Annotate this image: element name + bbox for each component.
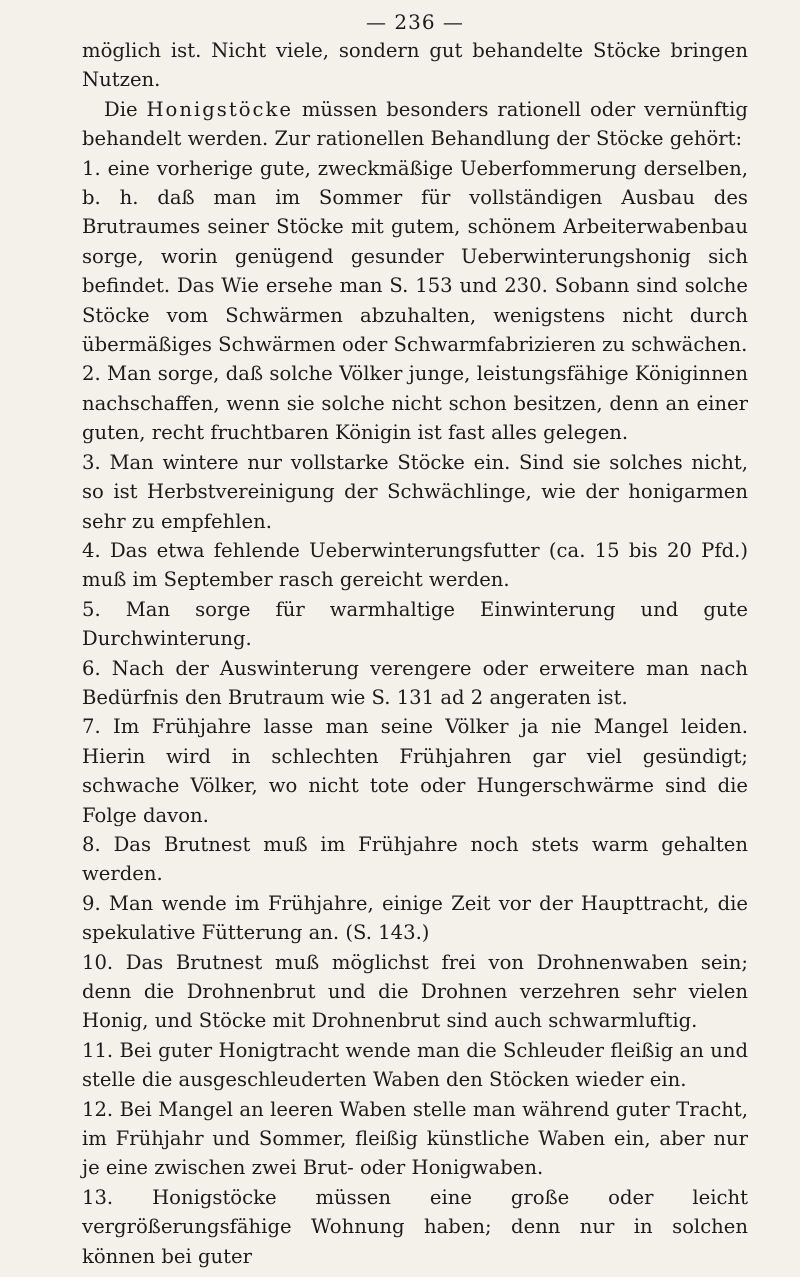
list-item-5: 5. Man sorge für warmhaltige Einwinterung und gute Durchwinterung. (82, 597, 748, 651)
intro-paragraph: möglich ist. Nicht viele, sondern gut behandelte Stöcke bringen Nutzen. (82, 39, 748, 92)
list-item-9: 9. Man wende im Frühjahre, einige Zeit vor der Haupttracht, die spekulative Fütterung an. (S. 143.) (82, 891, 748, 945)
para-rest: müssen besonders rationell oder vernünftig behandelt werden. Zur rationellen Behandlung der Stöcke gehört: (82, 97, 748, 151)
list-item-7: 7. Im Frühjahre lasse man seine Völker ja nie Mangel leiden. Hierin wird in schlechten Frühjahren gar viel gesündigt; schwache Völker, wo nicht tote oder Hungerschwärme sind die Folge davon. (82, 715, 748, 827)
list-item-11: 11. Bei guter Honigtracht wende man die Schleuder fleißig an und stelle die ausgeschleuderten Waben den Stöcken wieder ein. (82, 1038, 748, 1092)
list-item-3: 3. Man wintere nur vollstarke Stöcke ein. Sind sie solches nicht, so ist Herbstvereinigung der Schwächlinge, wie der honigarmen sehr zu empfehlen. (82, 450, 748, 533)
list-item-13: 13. Honigstöcke müssen eine große oder leicht vergrößerungsfähige Wohnung haben; denn nur in solchen können bei guter (82, 1185, 748, 1268)
page-number: — 236 — (366, 10, 464, 34)
para-lead: Die (104, 97, 147, 121)
list-item-10: 10. Das Brutnest muß möglichst frei von Drohnenwaben sein; denn die Drohnenbrut und die Drohnen verzehren sehr vielen Honig, und Stöcke mit Drohnenbrut sind auch schwarmluftig. (82, 950, 748, 1033)
list-item-4: 4. Das etwa fehlende Ueberwinterungsfutter (ca. 15 bis 20 Pfd.) muß im September rasch gereicht werden. (82, 538, 748, 592)
body-text (82, 36, 748, 1271)
honigstoecke-paragraph (82, 95, 748, 154)
list-item-12: 12. Bei Mangel an leeren Waben stelle man während guter Tracht, im Frühjahr und Sommer, fleißig künstliche Waben ein, aber nur je eine zwischen zwei Brut- oder Honigwaben. (82, 1097, 748, 1180)
list-item-6: 6. Nach der Auswinterung verengere oder erweitere man nach Bedürfnis den Brutraum wie S. 131 ad 2 angeraten ist. (82, 656, 748, 709)
page-header (82, 0, 748, 36)
para-term: Honigstöcke (146, 97, 293, 121)
list-item-2: 2. Man sorge, daß solche Völker junge, leistungsfähige Königinnen nachschaffen, wenn sie solche nicht schon besitzen, denn an einer guten, recht fruchtbaren Königin ist fast alles gelegen. (82, 362, 748, 445)
list-item-1: 1. eine vorherige gute, zweckmäßige Ueberfommerung derselben, b. h. daß man im Sommer für vollständigen Ausbau des Brutraumes seiner Stöcke mit gutem, schönem Arbeiterwabenbau sorge, worin genügend gesunder Ueberwinterungshonig sich befindet. Das Wie ersehe man S. 153 und 230. Sobann sind solche Stöcke vom Schwärmen abzuhalten, wenigstens nicht durch übermäßiges Schwärmen oder Schwarmfabrizieren zu schwächen. (82, 156, 748, 357)
list-item-8: 8. Das Brutnest muß im Frühjahre noch stets warm gehalten werden. (82, 832, 748, 886)
